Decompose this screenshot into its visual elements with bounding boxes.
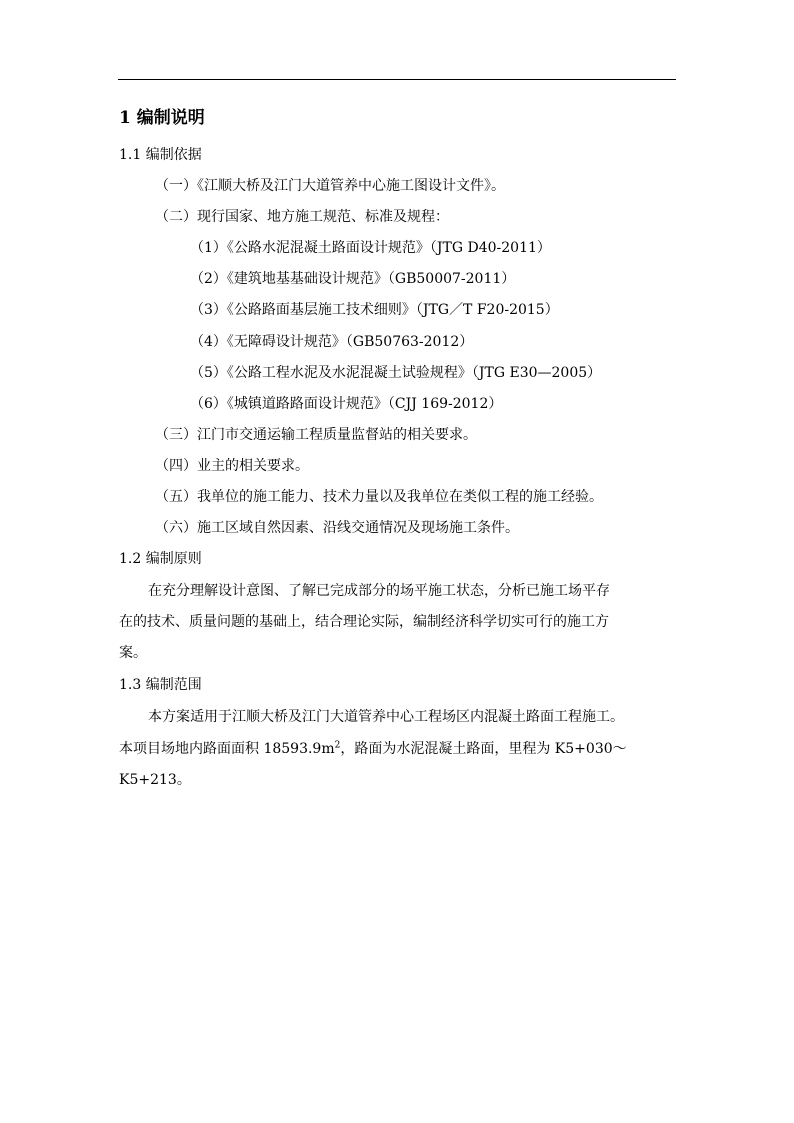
standard-item-1: （1）《公路水泥混凝土路面设计规范》（JTG D40-2011）: [190, 240, 551, 256]
scope-line-2-superscript: 2: [334, 740, 341, 751]
standard-item-6: （6）《城镇道路路面设计规范》（CJJ 169-2012）: [190, 396, 503, 412]
basis-item-1: （一）《江顺大桥及江门大道管养中心施工图设计文件》。: [155, 178, 505, 194]
basis-item-4: （四）业主的相关要求。: [155, 458, 309, 474]
principle-line-3: 案。: [119, 645, 147, 661]
header-rule: [118, 79, 676, 80]
scope-line-1: 本方案适用于江顺大桥及江门大道管养中心工程场区内混凝土路面工程施工。: [148, 709, 624, 725]
subsection-title-basis: 1.1 编制依据: [119, 147, 202, 163]
subsection-title-principle: 1.2 编制原则: [119, 551, 202, 567]
scope-line-2: [119, 739, 627, 759]
standard-item-3: （3）《公路路面基层施工技术细则》（JTG／T F20-2015）: [190, 302, 559, 318]
standard-item-4: （4）《无障碍设计规范》（GB50763-2012）: [190, 334, 474, 350]
basis-item-2: （二）现行国家、地方施工规范、标准及规程：: [155, 209, 449, 225]
basis-item-5: （五）我单位的施工能力、技术力量以及我单位在类似工程的施工经验。: [155, 489, 603, 505]
principle-line-2: 在的技术、质量问题的基础上，结合理论实际，编制经济科学切实可行的施工方: [119, 614, 609, 630]
basis-item-6: （六）施工区域自然因素、沿线交通情况及现场施工条件。: [155, 520, 519, 536]
standard-item-5: （5）《公路工程水泥及水泥混凝土试验规程》（JTG E30—2005）: [190, 365, 602, 381]
subsection-title-scope: 1.3 编制范围: [119, 677, 202, 693]
section-title: 1 编制说明: [119, 108, 205, 128]
scope-line-2-text-cont: ，路面为水泥混凝土路面，里程为 K5+030～: [340, 741, 627, 757]
principle-line-1: 在充分理解设计意图、了解已完成部分的场平施工状态，分析已施工场平存: [148, 583, 610, 599]
scope-line-2-text: 本项目场地内路面面积 18593.9m: [119, 741, 335, 757]
standard-item-2: （2）《建筑地基基础设计规范》（GB50007-2011）: [190, 271, 516, 287]
scope-line-3: K5+213。: [119, 772, 191, 788]
basis-item-3: （三）江门市交通运输工程质量监督站的相关要求。: [155, 427, 477, 443]
